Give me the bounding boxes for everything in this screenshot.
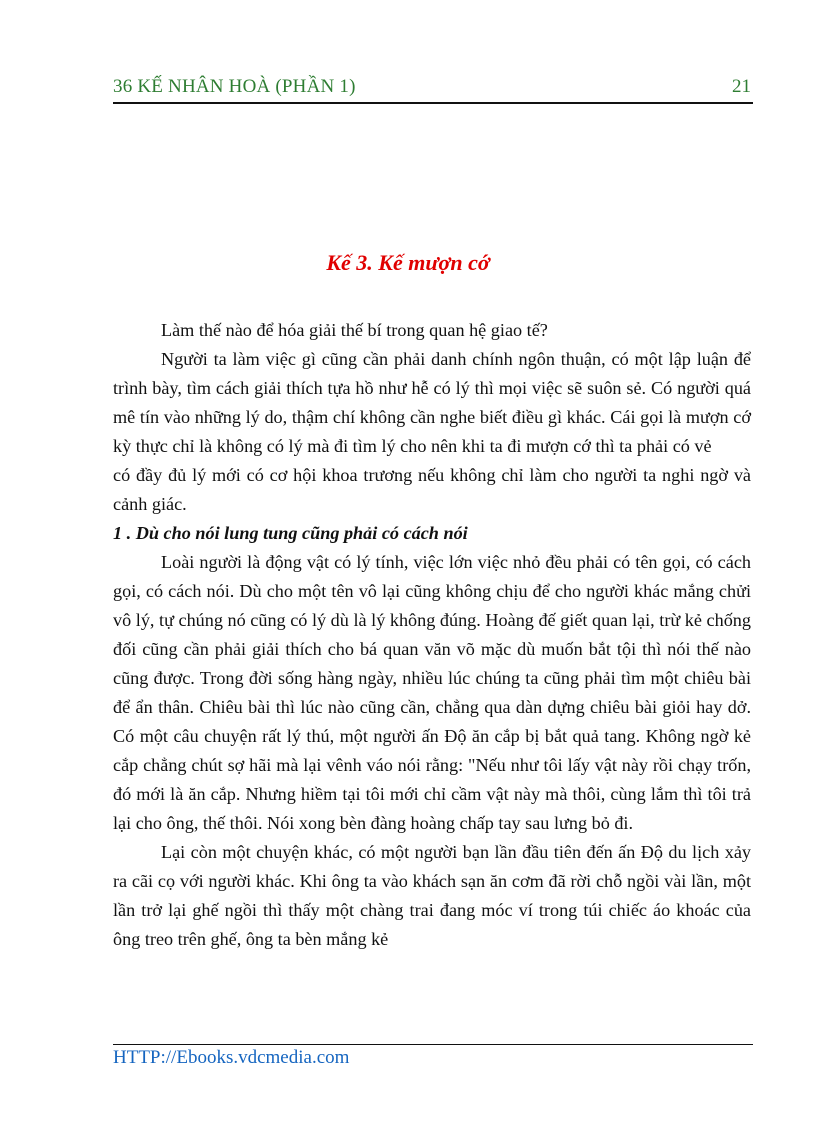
- paragraph: Loài người là động vật có lý tính, việc lớn việc nhỏ đều phải có tên gọi, có cách gọi, có cách nói. Dù cho một tên vô lại cũng không chịu để cho người khác mắng chửi vô lý, tự chúng nó cũng có lý dù là lý không đúng. Hoàng đế giết quan lại, trừ kẻ chống đối cũng cần phải giải thích cho bá quan văn võ mặc dù muốn bắt tội thì nói thế nào cũng được. Trong đời sống hàng ngày, nhiều lúc chúng ta cũng phải tìm một chiêu bài để ẩn thân. Chiêu bài thì lúc nào cũng cần, chẳng qua dàn dựng chiêu bài giỏi hay dở. Có một câu chuyện rất lý thú, một người ấn Độ ăn cắp bị bắt quả tang. Không ngờ kẻ cắp chẳng chút sợ hãi mà lại vênh váo nói rằng: "Nếu như tôi lấy vật này rồi chạy trốn, đó mới là ăn cắp. Nhưng hiềm tại tôi mới chỉ cầm vật này mà thôi, cùng lắm thì tôi trả lại cho ông, thế thôi. Nói xong bèn đàng hoàng chấp tay sau lưng bỏ đi.: [113, 552, 751, 833]
- section-heading: 1 . Dù cho nói lung tung cũng phải có cách nói: [113, 523, 468, 543]
- paragraph: Làm thế nào để hóa giải thế bí trong quan hệ giao tế?: [161, 320, 548, 340]
- footer-divider: [113, 1044, 753, 1045]
- page-header: [113, 76, 753, 104]
- book-title: 36 KẾ NHÂN HOÀ (PHẦN 1): [113, 76, 356, 97]
- paragraph: có đầy đủ lý mới có cơ hội khoa trương nếu không chỉ làm cho người ta nghi ngờ và cảnh giác.: [113, 465, 751, 514]
- page-number: 21: [732, 76, 751, 97]
- paragraph: Lại còn một chuyện khác, có một người bạn lần đầu tiên đến ấn Độ du lịch xảy ra cãi cọ với người khác. Khi ông ta vào khách sạn ăn cơm đã rời chỗ ngồi vài lần, một lần trở lại ghế ngồi thì thấy một chàng trai đang móc ví trong túi chiếc áo khoác của ông treo trên ghế, ông ta bèn mắng kẻ: [113, 842, 751, 949]
- footer-link[interactable]: HTTP://Ebooks.vdcmedia.com: [113, 1047, 350, 1068]
- body-text: [113, 316, 751, 954]
- paragraph: Người ta làm việc gì cũng cần phải danh chính ngôn thuận, có một lập luận để trình bày, tìm cách giải thích tựa hồ như hễ có lý thì mọi việc sẽ suôn sẻ. Có người quá mê tín vào những lý do, thậm chí không cần nghe biết điều gì khác. Cái gọi là mượn cớ kỳ thực chỉ là không có lý mà đi tìm lý cho nên khi ta đi mượn cớ thì ta phải có vẻ: [113, 349, 751, 456]
- chapter-title: Kế 3. Kế mượn cớ: [326, 250, 490, 275]
